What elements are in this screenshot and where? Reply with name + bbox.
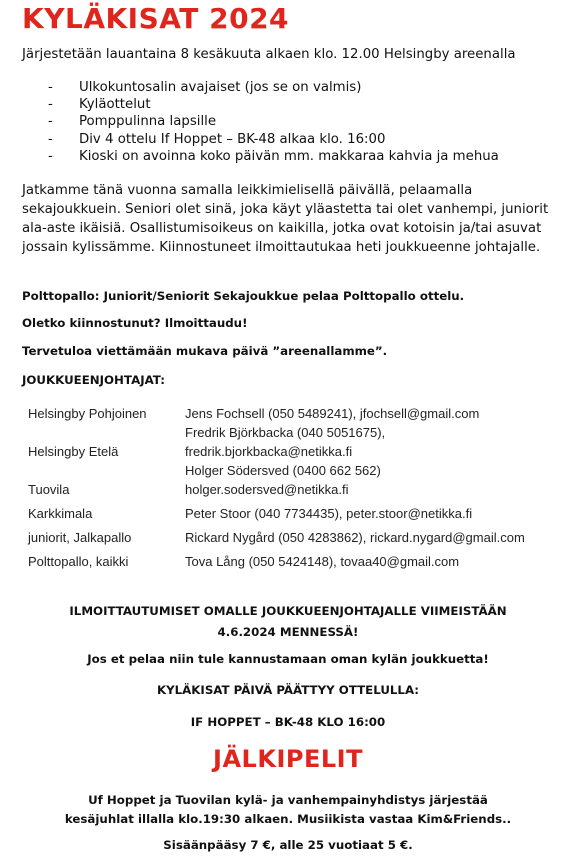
table-row bbox=[28, 404, 568, 442]
welcome-note: Tervetuloa viettämään mukava päivä ”areenallamme”. bbox=[22, 344, 388, 358]
entry-fee-text: Sisäänpääsy 7 €, alle 25 vuotiaat 5 €. bbox=[163, 838, 413, 852]
team-name: Karkkimala bbox=[28, 506, 93, 521]
intro-text: Järjestetään lauantaina 8 kesäkuuta alkaen klo. 12.00 Helsingby areenalla bbox=[22, 47, 516, 62]
afterparty-title: JÄLKIPELIT bbox=[213, 745, 363, 773]
leaders-table bbox=[28, 404, 568, 573]
registration-deadline: 4.6.2024 MENNESSÄ! bbox=[217, 625, 359, 639]
bullet-dash: - bbox=[48, 80, 53, 95]
bullet-dash: - bbox=[48, 148, 53, 164]
page-title: KYLÄKISAT 2024 bbox=[22, 2, 290, 35]
team-name: juniorit, Jalkapallo bbox=[28, 530, 132, 545]
description-paragraph: Jatkamme tänä vuonna samalla leikkimielisellä päivällä, pelaamalla sekajoukkuein. Seniori olet sinä, joka käyt yläastetta tai olet vanhempi, juniorit ala-aste ikäisiä. Osallistumisoikeus on kaikilla, jotka ovat kotoisin ja/tai asuvat jossain kylissämme. Kiinnostuneet ilmoittautukaa heti joukkueenne johtajalle. bbox=[22, 183, 549, 255]
list-item bbox=[48, 79, 499, 96]
list-item bbox=[48, 113, 499, 130]
program-item-text: Pomppulinna lapsille bbox=[79, 114, 217, 130]
program-list bbox=[48, 79, 499, 165]
list-item bbox=[48, 148, 499, 165]
table-row bbox=[28, 504, 568, 525]
program-item-text: Kyläottelut bbox=[79, 97, 151, 113]
list-item bbox=[48, 131, 499, 148]
registration-notice bbox=[0, 601, 576, 643]
leaders-heading: JOUKKUEENJOHTAJAT: bbox=[22, 373, 165, 387]
afterparty-line: kesäjuhlat illalla klo.19:30 alkaen. Musiikista vastaa Kim&Friends.. bbox=[64, 812, 512, 826]
leader-contact: holger.sodersved@netikka.fi bbox=[185, 482, 349, 497]
table-row bbox=[28, 480, 568, 501]
table-row bbox=[28, 528, 568, 549]
registration-line: ILMOITTAUTUMISET OMALLE JOUKKUEENJOHTAJALLE VIIMEISTÄÄN bbox=[69, 604, 507, 618]
afterparty-description bbox=[0, 791, 576, 829]
leader-contact: Jens Fochsell (050 5489241), jfochsell@gmail.com Fredrik Björkbacka (040 5051675), bbox=[185, 406, 480, 440]
program-item-text: Kioski on avoinna koko päivän mm. makkaraa kahvia ja mehua bbox=[79, 148, 499, 164]
program-item-text: Div 4 ottelu If Hoppet – BK-48 alkaa klo. 16:00 bbox=[79, 131, 386, 147]
leader-contact: Tova Lång (050 5424148), tovaa40@gmail.com bbox=[185, 554, 460, 569]
cheer-text: Jos et pelaa niin tule kannustamaan oman kylän joukkuetta! bbox=[87, 652, 489, 666]
bullet-dash: - bbox=[48, 131, 53, 147]
team-name: Helsingby Pohjoinen bbox=[28, 406, 147, 421]
bullet-dash: - bbox=[48, 97, 53, 113]
team-name: Tuovila bbox=[28, 482, 70, 497]
polttopallo-note: Polttopallo: Juniorit/Seniorit Sekajoukkue pelaa Polttopallo ottelu. bbox=[22, 289, 465, 303]
ending-text: KYLÄKISAT PÄIVÄ PÄÄTTYY OTTELULLA: bbox=[156, 683, 420, 697]
table-row bbox=[28, 442, 568, 480]
leader-contact: fredrik.bjorkbacka@netikka.fi Holger Södersved (0400 662 562) bbox=[185, 444, 381, 478]
afterparty-line: Uf Hoppet ja Tuovilan kylä- ja vanhempainyhdistys järjestää bbox=[88, 793, 488, 807]
match-text: IF HOPPET – BK-48 KLO 16:00 bbox=[190, 715, 386, 729]
table-row bbox=[28, 552, 568, 573]
leader-contact: Peter Stoor (040 7734435), peter.stoor@netikka.fi bbox=[185, 506, 473, 521]
bullet-dash: - bbox=[48, 114, 53, 130]
team-name: Helsingby Etelä bbox=[28, 444, 119, 459]
list-item bbox=[48, 96, 499, 113]
program-item-text: Ulkokuntosalin avajaiset (jos se on valmis) bbox=[79, 80, 362, 95]
team-name: Polttopallo, kaikki bbox=[28, 554, 129, 569]
interest-note: Oletko kiinnostunut? Ilmoittaudu! bbox=[22, 316, 248, 330]
leader-contact: Rickard Nygård (050 4283862), rickard.nygard@gmail.com bbox=[185, 530, 525, 545]
